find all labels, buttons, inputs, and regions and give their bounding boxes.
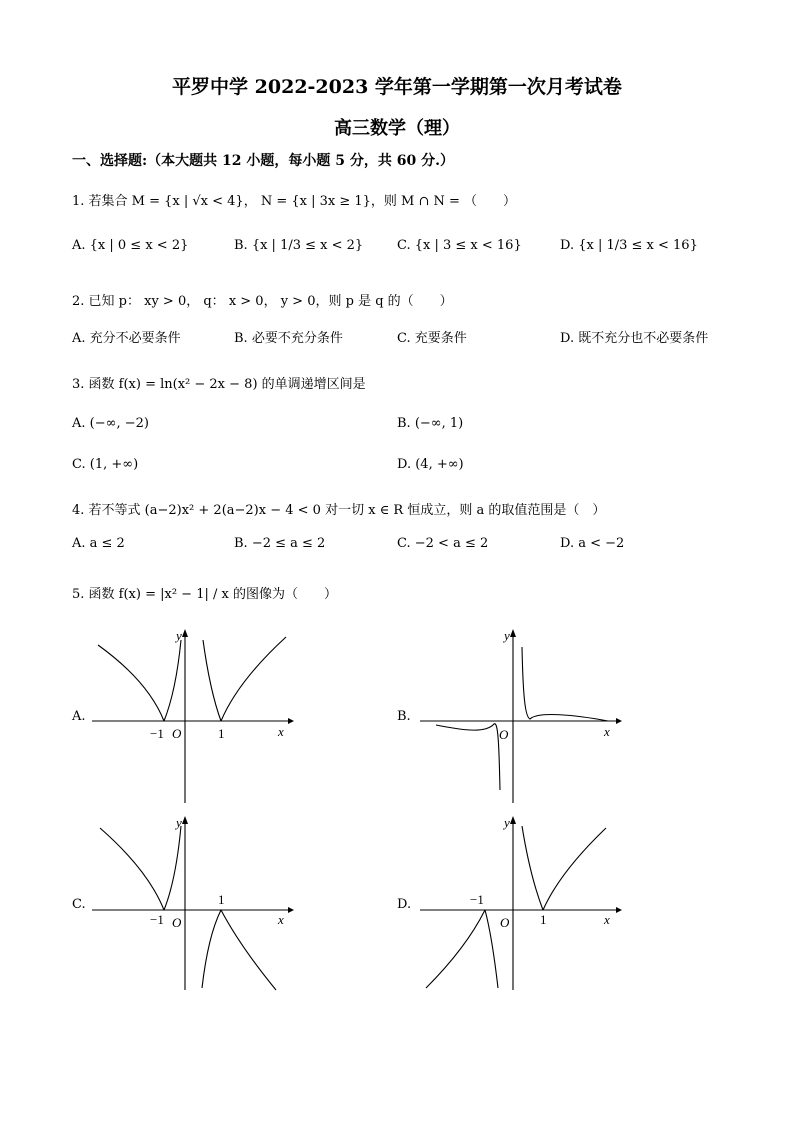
graph-b xyxy=(416,625,628,805)
q3-option-d: D. (4, +∞) xyxy=(397,457,464,472)
question-3: 3. 函数 f(x) = ln(x² − 2x − 8) 的单调递增区间是 xyxy=(72,377,366,392)
curve-left xyxy=(100,828,164,910)
curve-right xyxy=(522,647,608,721)
q1-option-a: A. {x | 0 ≤ x < 2} xyxy=(72,238,189,253)
x-axis-arrow-icon xyxy=(288,907,294,913)
q2-option-c: C. 充要条件 xyxy=(397,331,467,346)
y-axis-label: y xyxy=(176,815,182,830)
curve-right xyxy=(543,828,606,910)
curve-mid-left xyxy=(485,910,498,988)
x-axis-label: x xyxy=(604,724,610,739)
graph-a xyxy=(88,625,300,805)
curve-mid-left xyxy=(164,826,181,910)
y-axis-label: y xyxy=(176,628,182,643)
curve-mid-right xyxy=(203,640,221,721)
q2-option-a: A. 充分不必要条件 xyxy=(72,331,181,346)
tick-label-one: 1 xyxy=(218,726,225,741)
curve-right xyxy=(221,637,286,721)
question-5: 5. 函数 f(x) = |x² − 1| / x 的图像为（ ） xyxy=(72,587,337,602)
tick-label-one: 1 xyxy=(218,892,225,907)
q3-option-b: B. (−∞, 1) xyxy=(397,416,464,431)
page-subtitle: 高三数学（理） xyxy=(334,118,460,139)
page-title: 平罗中学 2022-2023 学年第一学期第一次月考试卷 xyxy=(172,76,622,98)
curve-left xyxy=(98,645,164,721)
q4-option-d: D. a < −2 xyxy=(560,536,625,551)
origin-label: O xyxy=(500,915,510,930)
q4-option-b: B. −2 ≤ a ≤ 2 xyxy=(234,536,326,551)
question-2: 2. 已知 p： xy > 0， q： x > 0， y > 0，则 p 是 q 的（ ） xyxy=(72,294,453,309)
q1-option-d: D. {x | 1/3 ≤ x < 16} xyxy=(560,238,698,253)
q4-option-c: C. −2 < a ≤ 2 xyxy=(397,536,489,551)
x-axis-arrow-icon xyxy=(288,718,294,724)
y-axis-arrow-icon xyxy=(182,816,188,824)
y-axis-arrow-icon xyxy=(510,629,516,637)
q2-option-b: B. 必要不充分条件 xyxy=(234,331,343,346)
tick-label-one: 1 xyxy=(540,912,547,927)
q5-option-b-label: B. xyxy=(397,709,411,724)
q2-option-d: D. 既不充分也不必要条件 xyxy=(560,331,709,346)
curve-left xyxy=(426,910,485,988)
y-axis-arrow-icon xyxy=(510,816,516,824)
q3-option-a: A. (−∞, −2) xyxy=(72,416,149,431)
origin-label: O xyxy=(172,915,182,930)
q3-option-c: C. (1, +∞) xyxy=(72,457,139,472)
x-axis-arrow-icon xyxy=(616,907,622,913)
q4-option-a: A. a ≤ 2 xyxy=(72,536,125,551)
graph-d xyxy=(416,812,628,992)
curve-right xyxy=(221,910,276,990)
section-heading: 一、选择题:（本大题共 12 小题，每小题 5 分，共 60 分.） xyxy=(72,153,454,169)
q1-option-b: B. {x | 1/3 ≤ x < 2} xyxy=(234,238,364,253)
q5-option-a-label: A. xyxy=(72,709,86,724)
curve-mid-left xyxy=(164,640,181,721)
x-axis-label: x xyxy=(604,912,610,927)
tick-label-neg-one: −1 xyxy=(150,912,164,927)
origin-label: O xyxy=(172,726,182,741)
x-axis-arrow-icon xyxy=(616,718,622,724)
question-4: 4. 若不等式 (a−2)x² + 2(a−2)x − 4 < 0 对一切 x ∈ R 恒成立，则 a 的取值范围是（ ） xyxy=(72,503,606,518)
x-axis-label: x xyxy=(278,724,284,739)
q1-option-c: C. {x | 3 ≤ x < 16} xyxy=(397,238,522,253)
origin-label: O xyxy=(499,727,509,742)
q5-option-d-label: D. xyxy=(397,897,412,912)
tick-label-neg-one: −1 xyxy=(150,726,164,741)
question-1: 1. 若集合 M = {x | √x < 4}， N = {x | 3x ≥ 1}，则 M ∩ N = （ ） xyxy=(72,194,517,209)
x-axis-label: x xyxy=(278,912,284,927)
graph-c xyxy=(88,812,300,992)
curve-left xyxy=(436,724,500,790)
y-axis-label: y xyxy=(504,815,510,830)
y-axis-arrow-icon xyxy=(182,629,188,637)
curve-mid-right xyxy=(202,910,221,988)
q5-option-c-label: C. xyxy=(72,897,86,912)
curve-mid-right xyxy=(522,826,543,910)
tick-label-neg-one: −1 xyxy=(470,892,484,907)
y-axis-label: y xyxy=(504,628,510,643)
